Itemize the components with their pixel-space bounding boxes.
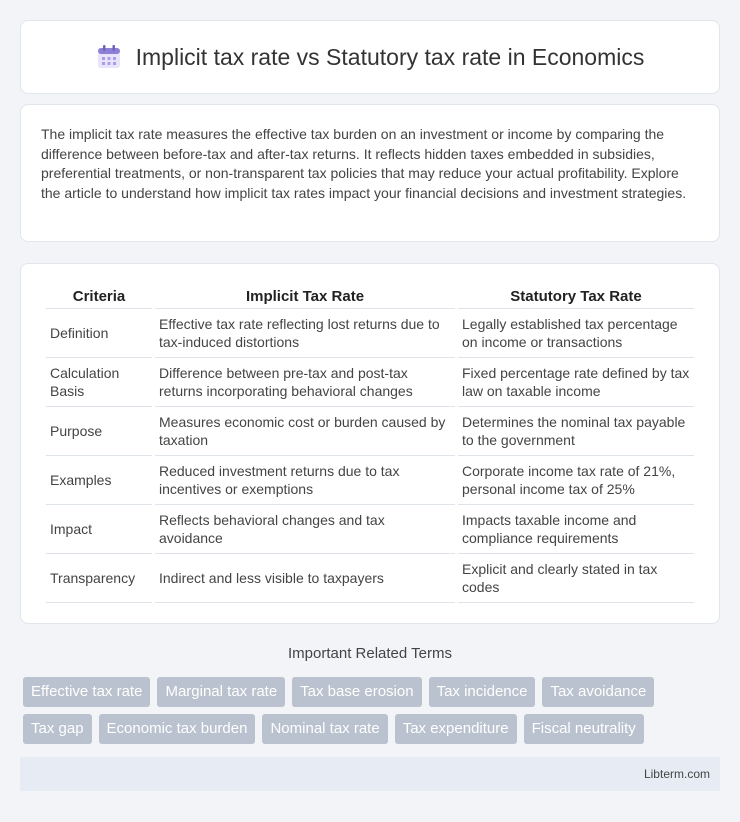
calendar-icon (96, 44, 122, 70)
table-row (46, 309, 694, 358)
table-row (46, 358, 694, 407)
comparison-table (43, 286, 697, 603)
table-row (46, 505, 694, 554)
table-cell: Examples (46, 456, 152, 505)
tag-tax-avoidance[interactable]: Tax avoidance (542, 677, 654, 707)
table-cell: Reflects behavioral changes and tax avoidance (155, 505, 455, 554)
table-cell: Determines the nominal tax payable to the government (458, 407, 694, 456)
tag-economic-tax-burden[interactable]: Economic tax burden (99, 714, 256, 744)
footer-site-link[interactable]: Libterm.com (643, 767, 710, 781)
related-terms-title: Important Related Terms (288, 645, 452, 662)
related-terms-tags (23, 677, 723, 744)
tag-tax-gap[interactable]: Tax gap (23, 714, 92, 744)
tag-fiscal-neutrality[interactable]: Fiscal neutrality (524, 714, 644, 744)
intro-card (20, 104, 720, 242)
table-cell: Transparency (46, 554, 152, 603)
table-cell: Impacts taxable income and compliance requirements (458, 505, 694, 554)
tag-nominal-tax-rate[interactable]: Nominal tax rate (262, 714, 387, 744)
table-header-row (46, 286, 694, 309)
footer (20, 757, 720, 791)
table-row (46, 407, 694, 456)
page-title: Implicit tax rate vs Statutory tax rate in Economics (135, 43, 645, 70)
table-cell: Effective tax rate reflecting lost returns due to tax-induced distortions (155, 309, 455, 358)
table-cell: Fixed percentage rate defined by tax law on taxable income (458, 358, 694, 407)
table-cell: Purpose (46, 407, 152, 456)
table-cell: Calculation Basis (46, 358, 152, 407)
column-header-implicit: Implicit Tax Rate (155, 286, 455, 309)
table-cell: Reduced investment returns due to tax incentives or exemptions (155, 456, 455, 505)
table-cell: Impact (46, 505, 152, 554)
table-cell: Legally established tax percentage on income or transactions (458, 309, 694, 358)
tag-tax-incidence[interactable]: Tax incidence (429, 677, 536, 707)
column-header-criteria: Criteria (46, 286, 152, 309)
tag-tax-expenditure[interactable]: Tax expenditure (395, 714, 517, 744)
table-row (46, 456, 694, 505)
table-cell: Difference between pre-tax and post-tax returns incorporating behavioral changes (155, 358, 455, 407)
table-cell: Explicit and clearly stated in tax codes (458, 554, 694, 603)
header-card (20, 20, 720, 94)
comparison-table-card (20, 263, 720, 624)
table-cell: Corporate income tax rate of 21%, personal income tax of 25% (458, 456, 694, 505)
table-cell: Measures economic cost or burden caused by taxation (155, 407, 455, 456)
tag-tax-base-erosion[interactable]: Tax base erosion (292, 677, 421, 707)
table-cell: Definition (46, 309, 152, 358)
tag-effective-tax-rate[interactable]: Effective tax rate (23, 677, 150, 707)
column-header-statutory: Statutory Tax Rate (458, 286, 694, 309)
tag-marginal-tax-rate[interactable]: Marginal tax rate (157, 677, 285, 707)
table-row (46, 554, 694, 603)
intro-text: The implicit tax rate measures the effective tax burden on an investment or income by comparing the difference between before-tax and after-tax returns. It reflects hidden taxes embedded in subsidies, preferential treatments, or non-transparent tax policies that may reduce your actual profitability. Explore the article to understand how implicit tax rates impact your financial decisions and investment strategies. (41, 126, 687, 201)
table-cell: Indirect and less visible to taxpayers (155, 554, 455, 603)
